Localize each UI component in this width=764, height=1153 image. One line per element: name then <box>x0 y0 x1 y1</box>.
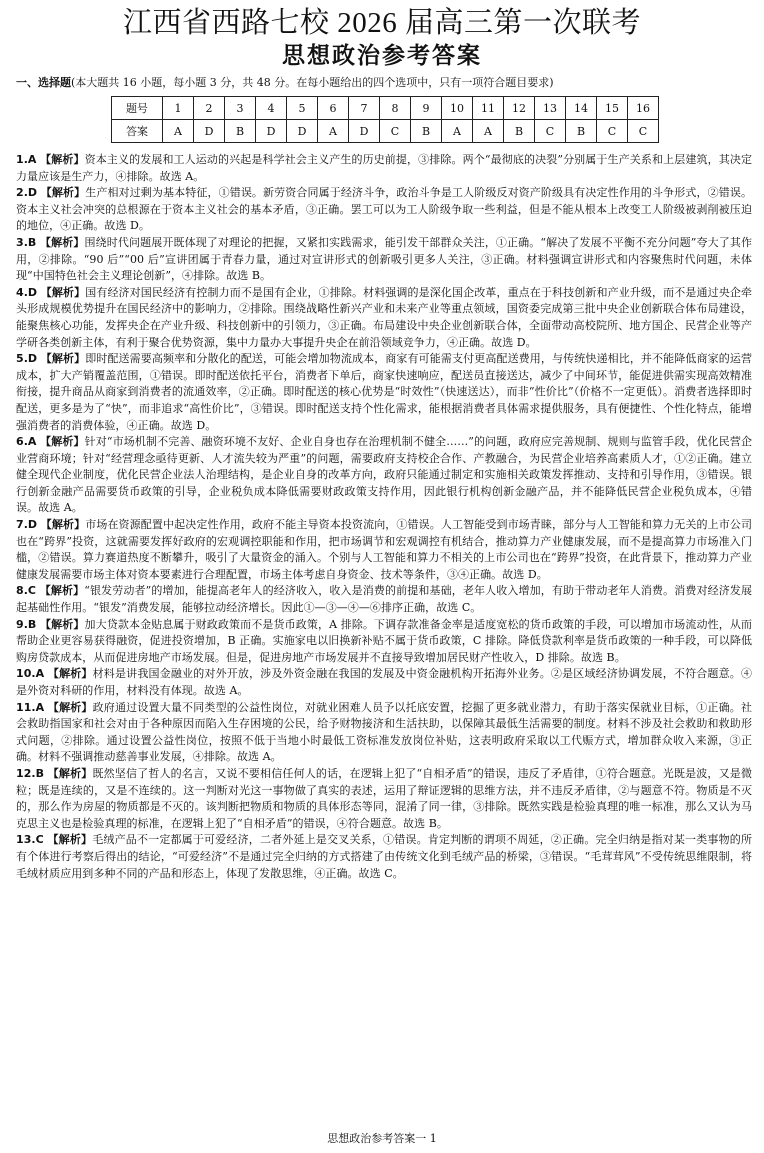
analysis-tag: 【解析】 <box>40 518 86 532</box>
section-heading <box>16 75 752 90</box>
section-heading-label: 一、选择题 <box>16 76 71 89</box>
answer-cell: D <box>256 120 287 143</box>
question-number: 13.C <box>16 833 44 847</box>
question-number-cell: 14 <box>566 97 597 120</box>
explanation-text: 即时配送需要高频率和分散化的配送，可能会增加物流成本，商家有可能需支付更高配送费用，与传统快递相比，并不能降低商家的运营成本，扩大产销覆盖范围，①错误。即时配送依托平台，消费者下单后，商家快速响应，配送员直接送达，减少了中间环节，能促进供需实现高效精准衔接，提升商品从商家到消费者的流通效率，②正确。即时配送的核心优势是“时效性”（快速送达），而非“性价比”（价格不一定更低）。消费者选择即时配送，更多是为了“快”，而非追求“高性价比”，③错误。即时配送支持个性化需求，能根据消费者具体需求提供服务，具有便捷性、个性化特点，能增强消费者的消费体验，④正确。故选 D。 <box>16 352 753 432</box>
question-explanation <box>16 766 752 832</box>
explanation-text: “银发劳动者”的增加，能提高老年人的经济收入，收入是消费的前提和基础，老年人收入增加，有助于带动老年人消费。消费对经济发展起基础性作用。“银发”消费发展，能够拉动经济增长。因此①—③—④—⑥排序正确，故选 C。 <box>16 584 753 615</box>
question-number-cell: 3 <box>225 97 256 120</box>
question-number: 1.A <box>16 153 37 166</box>
explanation-text: 国有经济对国民经济有控制力而不是国有企业，①排除。材料强调的是深化国企改革，重点在于科技创新和产业升级，而不是通过央企牵头形成规模优势提升在国民经济中的影响力，②排除。围绕战略性新兴产业和未来产业等重点领域，国资委完成第三批中央企业创新联合体布局建设，能聚焦核心功能，发挥央企在产业升级、科技创新中的引领力，③正确。布局建设中央企业创新联合体，全面带动高校院所、地方国企、民营企业等产学研各类创新主体，有利于聚合优势资源，集中力量办大事提升央企在前沿领域竞争力，④正确。故选 D。 <box>16 285 753 349</box>
answer-cell: D <box>194 120 225 143</box>
page-subtitle: 思想政治参考答案 <box>282 43 482 69</box>
analysis-tag: 【解析】 <box>40 352 86 366</box>
question-explanation <box>16 351 752 434</box>
explanation-text: 生产相对过剩为基本特征，①错误。新劳资合同属于经济斗争，政治斗争是工人阶级反对资产阶级具有决定性作用的斗争形式，②错误。资本主义社会冲突的总根源在于资本主义社会的基本矛盾，③正确。罢工可以为工人阶级争取一些利益，但是不能从根本上改变工人阶级被剥削被压迫的地位，④正确。故选 D。 <box>16 186 753 233</box>
analysis-tag: 【解析】 <box>40 435 85 449</box>
answer-cell: C <box>380 120 411 143</box>
question-number-cell: 5 <box>287 97 318 120</box>
question-explanation <box>16 666 752 699</box>
answer-cell: D <box>349 120 380 143</box>
question-explanation <box>16 832 752 882</box>
question-number-cell: 7 <box>349 97 380 120</box>
question-number-cell: 15 <box>597 97 628 120</box>
question-explanation <box>16 583 752 616</box>
explanation-text: 既然坚信了哲人的名言，又说不要相信任何人的话，在逻辑上犯了“自相矛盾”的错误，违反了矛盾律，①符合题意。光既是波，又是微粒；既是连续的，又是不连续的。这一判断对光这一事物做了真实的表述，运用了辩证逻辑的思维方法，并不违反矛盾律，②与题意不符。物质是不灭的，那么作为房屋的物质都是不灭的。该判断把物质和物质的具体形态等同，混淆了同一律，③排除。既然实践是检验真理的唯一标准，那么又认为马克思主义也是检验真理的标准，在逻辑上犯了“自相矛盾”的错误，④符合题意。故选 B。 <box>16 766 752 830</box>
answer-cell: A <box>318 120 349 143</box>
question-explanation <box>16 185 752 235</box>
analysis-tag: 【解析】 <box>40 235 85 249</box>
answer-cell: C <box>597 120 628 143</box>
answer-cell: A <box>163 120 194 143</box>
question-number: 4.D <box>16 285 38 299</box>
analysis-tag: 【解析】 <box>40 285 86 299</box>
question-number-cell: 1 <box>163 97 194 120</box>
question-explanation <box>16 434 752 517</box>
question-list <box>12 152 752 882</box>
question-explanation <box>16 517 752 583</box>
question-explanation <box>16 285 752 351</box>
question-number-cell: 2 <box>194 97 225 120</box>
analysis-tag: 【解析】 <box>40 617 85 631</box>
row-label-numbers: 题号 <box>112 97 163 120</box>
question-number-cell: 11 <box>473 97 504 120</box>
explanation-text: 材料是讲我国金融业的对外开放，涉及外资金融在我国的发展及中资金融机构开拓海外业务。②是区域经济协调发展，不符合题意。④是外资对科研的作用，材料没有体现。故选 A。 <box>16 667 753 697</box>
question-explanation <box>16 617 752 667</box>
explanation-text: 围绕时代问题展开既体现了对理论的把握，又紧扣实践需求，能引发干部群众关注，①正确。“解决了发展不平衡不充分问题”夸大了其作用，②排除。“90 后”“00 后”宣讲团属于青春力量，通过对宣讲形式的创新吸引更多人关注，③正确。材料强调宣讲形式和内容聚焦时代问题，未体现“中国特色社会主义理论创新”，④排除。故选 B。 <box>16 235 753 283</box>
question-number: 7.D <box>16 518 38 532</box>
question-number: 12.B <box>16 766 45 780</box>
answer-table-row-numbers <box>112 97 659 120</box>
question-number: 9.B <box>16 617 37 631</box>
question-number-cell: 8 <box>380 97 411 120</box>
analysis-tag: 【解析】 <box>47 667 93 681</box>
answer-cell: A <box>442 120 473 143</box>
question-number: 10.A <box>16 667 45 681</box>
question-number: 11.A <box>16 700 45 714</box>
analysis-tag: 【解析】 <box>47 700 93 714</box>
analysis-tag: 【解析】 <box>47 833 93 847</box>
explanation-text: 毛绒产品不一定都属于可爱经济，二者外延上是交叉关系，①错误。肯定判断的谓项不周延，②正确。完全归纳是指对某一类事物的所有个体进行考察后得出的结论，“可爱经济”不是通过完全归纳的方式搭建了由传统文化到毛绒产品的桥梁，③错误。“毛茸茸风”不受传统思维限制，将毛绒材质应用到多种不同的产品和形态上，体现了发散思维，④正确。故选 C。 <box>16 833 753 880</box>
question-number-cell: 16 <box>628 97 659 120</box>
answer-cell: B <box>225 120 256 143</box>
answer-cell: A <box>473 120 504 143</box>
question-number-cell: 6 <box>318 97 349 120</box>
explanation-text: 加大贷款本金贴息属于财政政策而不是货币政策，A 排除。下调存款准备金率是适度宽松的货币政策的手段，可以增加市场流动性，从而帮助企业更容易获得融资，促进投资增加，B 正确。实施家电以旧换新补贴不属于货币政策，C 排除。降低贷款利率是货币政策的一种手段，可以降低购房贷款成本，从而促进房地产市场发展。但是，促进房地产市场发展并不直接导致增加居民财产性收入，D 排除。故选 B。 <box>16 617 753 664</box>
answer-table-row-answers <box>112 120 659 143</box>
page-title: 江西省西路七校 2026 届高三第一次联考 <box>122 7 641 39</box>
question-number: 6.A <box>16 435 37 449</box>
page-footer: 思想政治参考答案一 1 <box>327 1132 437 1145</box>
explanation-text: 针对“市场机制不完善、融资环境不友好、企业自身也存在治理机制不健全……”的问题，政府应完善规制、规则与监管手段，优化民营企业营商环境；针对“经营理念亟待更新、人才流失较为严重”的问题，需要政府支持校企合作、产教融合，为民营企业培养高素质人才，①②正确。建立健全现代企业制度，优化民营企业法人治理结构，是企业自身的改革方向，政府只能通过制定和实施相关政策发挥推动、支持和引导作用，③错误。银行创新金融产品需要货币政策的引导，企业税负成本降低需要财政政策支持作用，因此银行机构创新金融产品，并不能降低民营企业税负成本，④错误。故选 A。 <box>16 435 753 515</box>
question-number-cell: 12 <box>504 97 535 120</box>
question-number-cell: 13 <box>535 97 566 120</box>
explanation-text: 政府通过设置大量不同类型的公益性岗位，对就业困难人员予以托底安置，挖掘了更多就业潜力，有助于落实保就业目标，①正确。社会救助指国家和社会对由于各种原因而陷入生存困境的公民，给予财物接济和生活扶助，以保障其最低生活需要的制度。材料不涉及社会救助和救助形式问题，②排除。通过设置公益性岗位，按照不低于当地小时最低工资标准发放岗位补贴，这表明政府采取以工代赈方式，增加群众收入来源，③正确。材料不强调推动慈善事业发展，④排除。故选 A。 <box>16 700 753 764</box>
answer-cell: B <box>504 120 535 143</box>
answer-cell: B <box>411 120 442 143</box>
answer-cell: D <box>287 120 318 143</box>
answer-cell: C <box>535 120 566 143</box>
analysis-tag: 【解析】 <box>40 153 85 166</box>
answer-table <box>111 96 659 143</box>
question-explanation <box>16 152 752 185</box>
answer-cell: C <box>628 120 659 143</box>
analysis-tag: 【解析】 <box>47 766 93 780</box>
question-number: 2.D <box>16 186 38 200</box>
question-explanation <box>16 700 752 766</box>
explanation-text: 市场在资源配置中起决定性作用，政府不能主导资本投资流向，①错误。人工智能受到市场青睐，部分与人工智能和算力无关的上市公司也在“跨界”投资，这就需要发挥好政府的宏观调控职能和作用，把市场调节和宏观调控有机结合，推动算力产业健康发展，而不是提高算力市场准入门槛，②错误。算力赛道热度不断攀升，吸引了大量资金的涌入。个别与人工智能和算力不相关的上市公司也在“跨界”投资，在此背景下，推动算力产业健康发展需要市场主体对资本要素进行合理配置，市场主体考虑自身资金、技术等条件，③④正确。故选 D。 <box>16 518 753 581</box>
analysis-tag: 【解析】 <box>40 186 86 200</box>
question-explanation <box>16 235 752 285</box>
row-label-answers: 答案 <box>112 120 163 143</box>
question-number-cell: 9 <box>411 97 442 120</box>
question-number-cell: 10 <box>442 97 473 120</box>
analysis-tag: 【解析】 <box>39 584 85 598</box>
question-number: 5.D <box>16 352 38 366</box>
explanation-text: 资本主义的发展和工人运动的兴起是科学社会主义产生的历史前提，③排除。两个“最彻底的决裂”分别属于生产关系和上层建筑，其决定力量应该是生产力，④排除。故选 A。 <box>16 153 753 183</box>
question-number-cell: 4 <box>256 97 287 120</box>
question-number: 8.C <box>16 584 37 598</box>
question-number: 3.B <box>16 235 37 249</box>
answer-cell: B <box>566 120 597 143</box>
section-heading-note: (本大题共 16 小题，每小题 3 分，共 48 分。在每小题给出的四个选项中，只有一项符合题目要求) <box>71 76 554 89</box>
